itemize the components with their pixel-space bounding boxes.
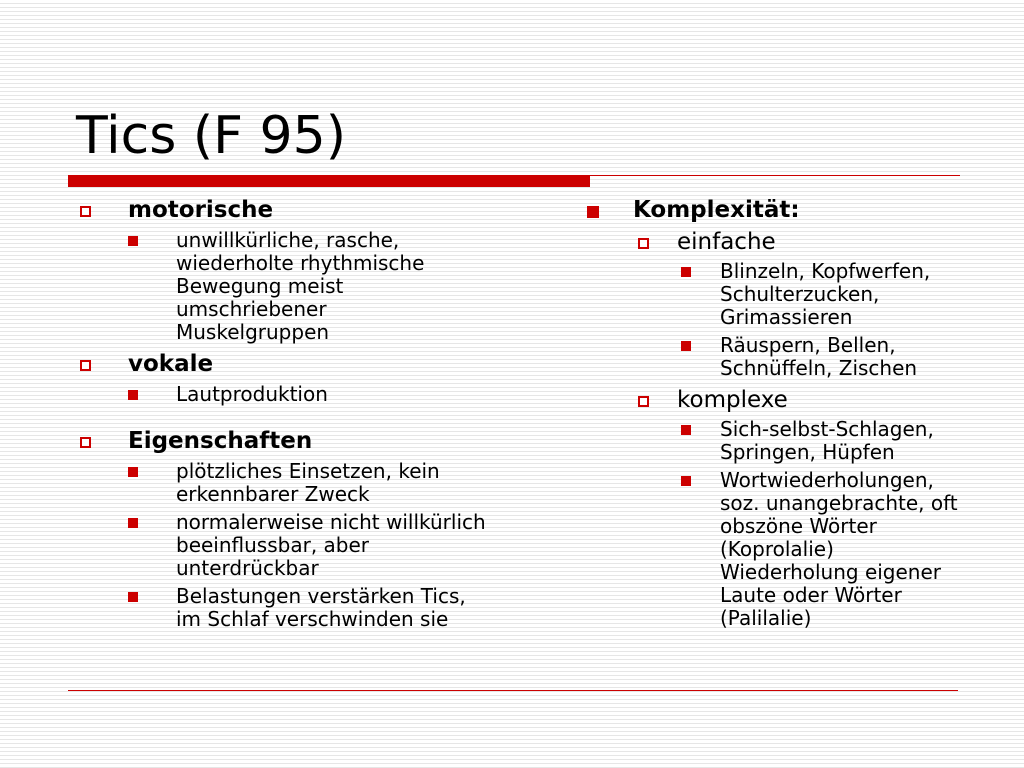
title-underline-thick bbox=[68, 175, 590, 187]
bullet-komplexe bbox=[582, 387, 982, 414]
subbullet-text: unwillkürliche, rasche, wiederholte rhythmische Bewegung meist umschriebener Muskelgruppen bbox=[176, 228, 425, 344]
filled-square-bullet-icon bbox=[128, 518, 138, 528]
subbullet-text: Räuspern, Bellen, Schnüffeln, Zischen bbox=[720, 333, 918, 380]
subbullet-text: Lautproduktion bbox=[176, 382, 328, 406]
filled-square-bullet-icon bbox=[587, 206, 599, 218]
subbullet bbox=[72, 460, 476, 506]
subbullet-text: plötzliches Einsetzen, kein erkennbarer Zweck bbox=[176, 459, 440, 506]
bullet-label: einfache bbox=[677, 229, 776, 255]
subbullet-text: Blinzeln, Kopfwerfen, Schulterzucken, Grimassieren bbox=[720, 259, 931, 329]
subbullet bbox=[72, 585, 476, 631]
bullet-einfache bbox=[582, 229, 982, 256]
subbullet bbox=[582, 469, 965, 630]
hollow-square-bullet-icon bbox=[638, 396, 649, 407]
bullet-label: Eigenschaften bbox=[128, 428, 313, 454]
bullet-label: Komplexität: bbox=[633, 197, 800, 223]
filled-square-bullet-icon bbox=[128, 467, 138, 477]
title-underline-thin bbox=[590, 175, 960, 176]
left-column bbox=[72, 197, 512, 631]
filled-square-bullet-icon bbox=[681, 476, 691, 486]
bullet-motorische bbox=[72, 197, 512, 224]
subbullet-text: normalerweise nicht willkürlich beeinflussbar, aber unterdrückbar bbox=[176, 510, 486, 580]
bullet-label: komplexe bbox=[677, 387, 788, 413]
filled-square-bullet-icon bbox=[128, 390, 138, 400]
subbullet bbox=[582, 418, 975, 464]
filled-square-bullet-icon bbox=[128, 236, 138, 246]
subbullet-text: Sich-selbst-Schlagen, Springen, Hüpfen bbox=[720, 417, 934, 464]
subbullet bbox=[582, 260, 975, 329]
footer-divider bbox=[68, 690, 958, 691]
filled-square-bullet-icon bbox=[681, 341, 691, 351]
bullet-komplexitaet bbox=[582, 197, 982, 224]
subbullet bbox=[582, 334, 955, 380]
filled-square-bullet-icon bbox=[681, 425, 691, 435]
bullet-eigenschaften bbox=[72, 428, 512, 455]
hollow-square-bullet-icon bbox=[80, 360, 91, 371]
subbullet-text: Belastungen verstärken Tics, im Schlaf verschwinden sie bbox=[176, 584, 466, 631]
subbullet bbox=[72, 229, 476, 344]
hollow-square-bullet-icon bbox=[80, 206, 91, 217]
hollow-square-bullet-icon bbox=[80, 437, 91, 448]
bullet-label: motorische bbox=[128, 197, 274, 223]
slide-title: Tics (F 95) bbox=[76, 106, 347, 166]
subbullet bbox=[72, 383, 476, 406]
right-column bbox=[582, 197, 982, 630]
hollow-square-bullet-icon bbox=[638, 238, 649, 249]
bullet-label: vokale bbox=[128, 351, 214, 377]
subbullet-text: Wortwiederholungen, soz. unangebrachte, oft obszöne Wörter (Koprolalie) Wiederholung eigener Laute oder Wörter (Palilalie) bbox=[720, 468, 958, 630]
filled-square-bullet-icon bbox=[681, 267, 691, 277]
filled-square-bullet-icon bbox=[128, 592, 138, 602]
bullet-vokale bbox=[72, 351, 512, 378]
subbullet bbox=[72, 511, 486, 580]
